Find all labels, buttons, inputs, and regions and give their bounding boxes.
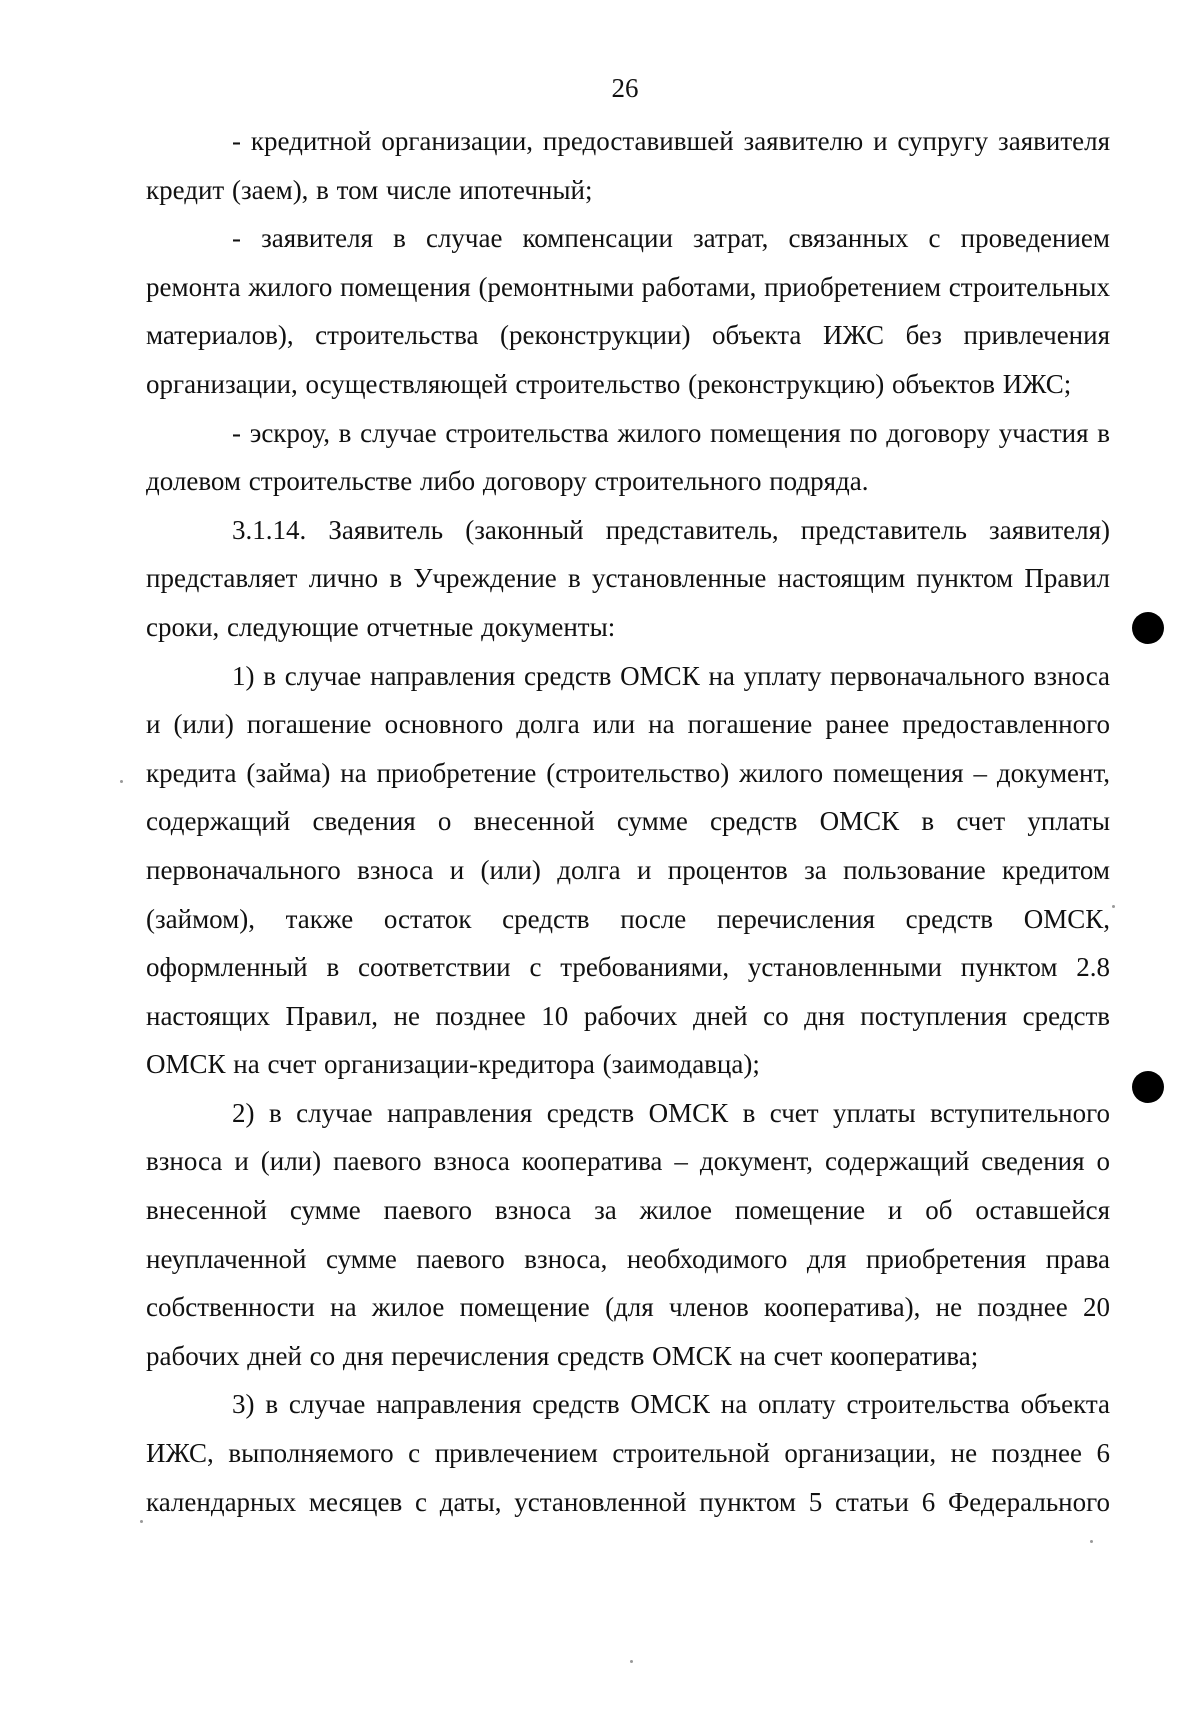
paragraph-3-1-14: 3.1.14. Заявитель (законный представитель, представитель заявителя) представляет лично в Учреждение в установленные настоящим пунктом Правил сроки, следующие отчетные документы: xyxy=(146,514,1110,642)
paragraph-item-2: 2) в случае направления средств ОМСК в счет уплаты вступительного взноса и (или) паевого взноса кооператива – документ, содержащий сведения о внесенной сумме паевого взноса за жилое помещение и об оставшейся неуплаченной сумме паевого взноса, необходимого для приобретения права собственности на жилое помещение (для членов кооператива), не позднее 20 рабочих дней со дня перечисления средств ОМСК на счет кооператива; xyxy=(146,1097,1110,1371)
scan-speck xyxy=(630,1660,633,1663)
scan-speck xyxy=(120,780,123,783)
paragraph-item-1: 1) в случае направления средств ОМСК на уплату первоначального взноса и (или) погашение основного долга или на погашение ранее предоставленного кредита (займа) на приобретение (строительство) жилого помещения – документ, содержащий сведения о внесенной сумме средств ОМСК в счет уплаты первоначального взноса и (или) долга и процентов за пользование кредитом (займом), также остаток средств после перечисления средств ОМСК, оформленный в соответствии с требованиями, установленными пунктом 2.8 настоящих Правил, не позднее 10 рабочих дней со дня поступления средств ОМСК на счет организации-кредитора (заимодавца); xyxy=(146,660,1110,1080)
scan-speck xyxy=(140,1520,143,1523)
binder-hole-bottom xyxy=(1132,1071,1164,1103)
paragraph-applicant-repair: - заявителя в случае компенсации затрат, связанных с проведением ремонта жилого помещения (ремонтными работами, приобретением строительных материалов), строительства (реконструкции) объекта ИЖС без привлечения организации, осуществляющей строительство (реконструкцию) объектов ИЖС; xyxy=(146,223,1110,399)
paragraph-escrow: - эскроу, в случае строительства жилого помещения по договору участия в долевом строительстве либо договору строительного подряда. xyxy=(146,417,1110,497)
paragraph-credit-organization: - кредитной организации, предоставившей заявителю и супругу заявителя кредит (заем), в том числе ипотечный; xyxy=(146,126,1110,205)
page-number: 26 xyxy=(611,73,639,103)
paragraph-item-3: 3) в случае направления средств ОМСК на оплату строительства объекта ИЖС, выполняемого с привлечением строительной организации, не позднее 6 календарных месяцев с даты, установленной пунктом 5 статьи 6 Федерального xyxy=(146,1389,1110,1517)
binder-hole-top xyxy=(1132,612,1164,644)
document-body xyxy=(146,117,1110,1526)
scan-speck xyxy=(1112,905,1115,908)
scan-speck xyxy=(1090,1540,1093,1543)
